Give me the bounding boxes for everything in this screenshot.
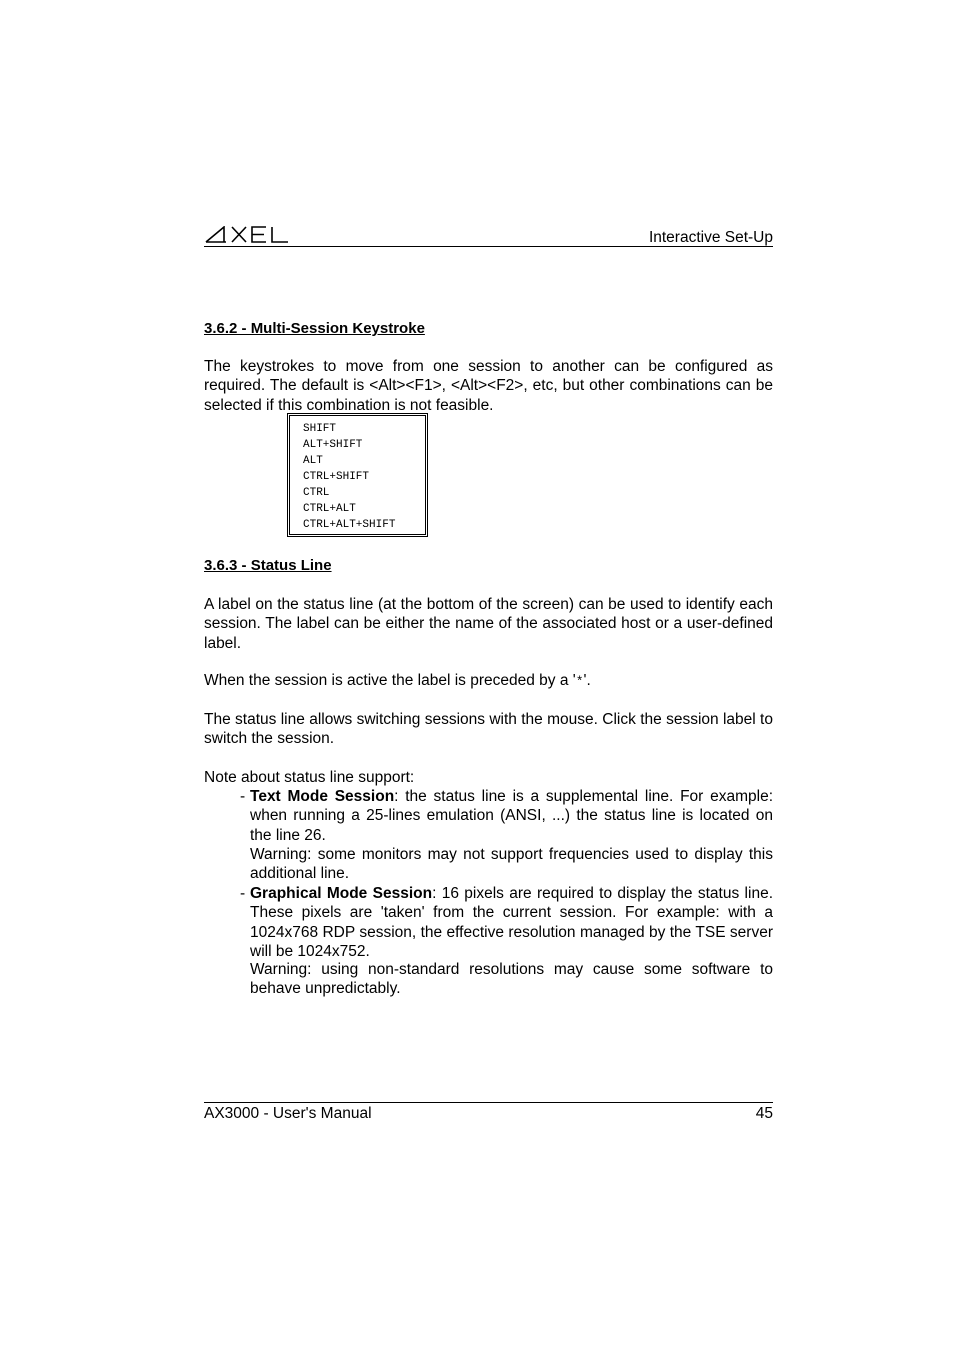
list-item[interactable]: ALT+SHIFT: [303, 439, 363, 451]
bullet-dash: -: [240, 788, 246, 805]
paragraph-status-label: A label on the status line (at the bottom of the screen) can be used to identify each session. The label can be either the name of the associated host or a user-defined label.: [204, 596, 773, 652]
note-graphical-mode: Graphical Mode Session: 16 pixels are required to display the status line. These pixels are 'taken' from the current session. For example: with a 1024x768 RDP session, the effective resolution managed by the TSE server will be 1024x752.: [250, 885, 773, 961]
section-heading-multi-session: 3.6.2 - Multi-Session Keystroke: [204, 320, 425, 337]
keystroke-options-list: [289, 415, 426, 535]
section-heading-status-line: 3.6.3 - Status Line: [204, 557, 332, 574]
list-item[interactable]: CTRL: [303, 487, 330, 499]
page-footer: [204, 1102, 773, 1125]
list-item[interactable]: CTRL+SHIFT: [303, 471, 370, 483]
bullet-dash: -: [240, 885, 246, 902]
note-text-mode: Text Mode Session: the status line is a supplemental line. For example: when running a 25-lines emulation (ANSI, ...) the status line is located on the line 26.: [250, 788, 773, 844]
manual-title: AX3000 - User's Manual: [204, 1105, 372, 1122]
page-header: [204, 222, 773, 247]
note-term: Text Mode Session: [250, 788, 395, 805]
note-term: Graphical Mode Session: [250, 885, 433, 902]
paragraph-active-session: When the session is active the label is preceded by a '*'.: [204, 672, 591, 689]
note-graphical-mode-warning: Warning: using non-standard resolutions may cause some software to behave unpredictably.: [250, 961, 773, 998]
page-number: 45: [755, 1105, 773, 1122]
list-item[interactable]: SHIFT: [303, 423, 337, 435]
header-section-title: Interactive Set-Up: [648, 229, 773, 246]
paragraph-mouse-switching: The status line allows switching sessions with the mouse. Click the session label to switch the session.: [204, 711, 773, 748]
list-item[interactable]: ALT: [303, 455, 323, 467]
list-item[interactable]: CTRL+ALT+SHIFT: [303, 519, 396, 531]
paragraph-keystroke: The keystrokes to move from one session to another can be configured as required. The default is <Alt><F1>, <Alt><F2>, etc, but other combinations can be selected if this combination is not feasible.: [204, 358, 773, 414]
asterisk-symbol: *: [575, 674, 584, 689]
axel-logo: [204, 226, 290, 243]
list-item[interactable]: CTRL+ALT: [303, 503, 356, 515]
note-text-mode-warning: Warning: some monitors may not support frequencies used to display this additional line.: [250, 846, 773, 883]
paragraph-note-intro: Note about status line support:: [204, 769, 415, 786]
